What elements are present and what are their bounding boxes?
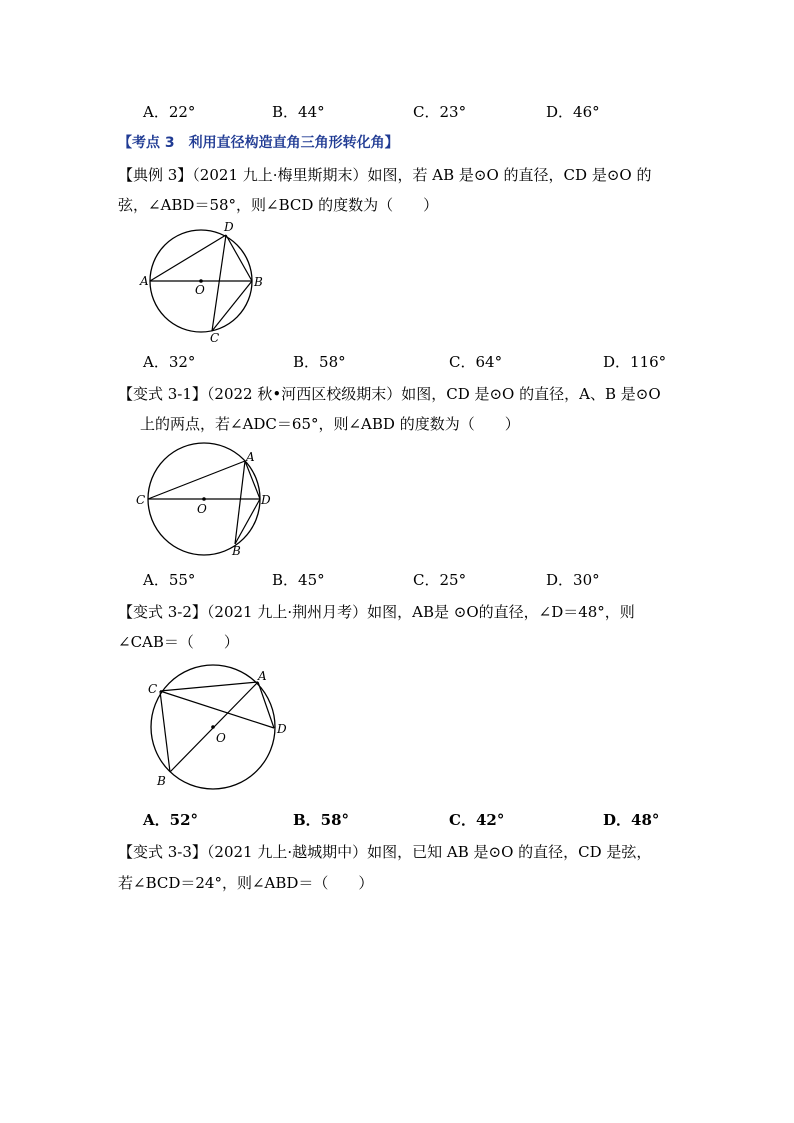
label-d: D: [224, 220, 234, 234]
label-a: A: [140, 274, 149, 288]
variant-3-3-line1: 【变式 3-3】（2021 九上·越城期中）如图，已知 AB 是⊙O 的直径，CD 是弦，: [118, 843, 652, 861]
v31-option-a: A．55°: [143, 571, 196, 589]
ex3-option-c: C．64°: [449, 353, 503, 371]
v32-option-a: A．52°: [143, 811, 199, 829]
ex3-option-b: B．58°: [293, 353, 346, 371]
variant-3-3-line2: 若∠BCD＝24°，则∠ABD＝（ ）: [118, 874, 374, 892]
ex3-option-d: D．116°: [603, 353, 667, 371]
option-d: D．46°: [546, 103, 600, 121]
option-a: A．22°: [143, 103, 196, 121]
variant-3-2-line2: ∠CAB＝（ ）: [118, 633, 239, 651]
option-c: C．23°: [413, 103, 467, 121]
v31-option-c: C．25°: [413, 571, 467, 589]
label-a: A: [258, 669, 267, 683]
label-b: B: [157, 774, 166, 788]
variant-3-2-line1: 【变式 3-2】（2021 九上·荆州月考）如图，AB是 ⊙O的直径，∠D＝48°，则: [118, 603, 635, 621]
label-c: C: [148, 682, 158, 696]
example-3-line1: 【典例 3】（2021 九上·梅里斯期末）如图，若 AB 是⊙O 的直径，CD 是⊙O 的: [118, 166, 652, 184]
label-b: B: [232, 544, 241, 558]
variant-3-1-line1: 【变式 3-1】（2022 秋•河西区校级期末）如图，CD 是⊙O 的直径，A、B 是⊙O: [118, 385, 661, 403]
ex3-option-a: A．32°: [143, 353, 196, 371]
v32-option-d: D．48°: [603, 811, 660, 829]
variant-3-1-line2: 上的两点，若∠ADC＝65°，则∠ABD 的度数为（ ）: [140, 415, 520, 433]
label-d: D: [261, 493, 271, 507]
variant-3-2-figure: [140, 662, 300, 792]
v32-option-c: C．42°: [449, 811, 505, 829]
label-d: D: [277, 722, 287, 736]
variant-3-1-figure: [135, 440, 280, 565]
label-o: O: [197, 502, 207, 516]
option-b: B．44°: [272, 103, 325, 121]
label-a: A: [246, 450, 255, 464]
v32-option-b: B．58°: [293, 811, 350, 829]
label-o: O: [216, 731, 226, 745]
v31-option-d: D．30°: [546, 571, 600, 589]
section-heading: 【考点 3 利用直径构造直角三角形转化角】: [118, 135, 399, 151]
v31-option-b: B．45°: [272, 571, 325, 589]
label-c: C: [210, 331, 220, 345]
label-o: O: [195, 283, 205, 297]
example-3-figure: [140, 218, 270, 348]
label-b: B: [254, 275, 263, 289]
label-c: C: [136, 493, 146, 507]
example-3-line2: 弦，∠ABD＝58°，则∠BCD 的度数为（ ）: [118, 196, 439, 214]
